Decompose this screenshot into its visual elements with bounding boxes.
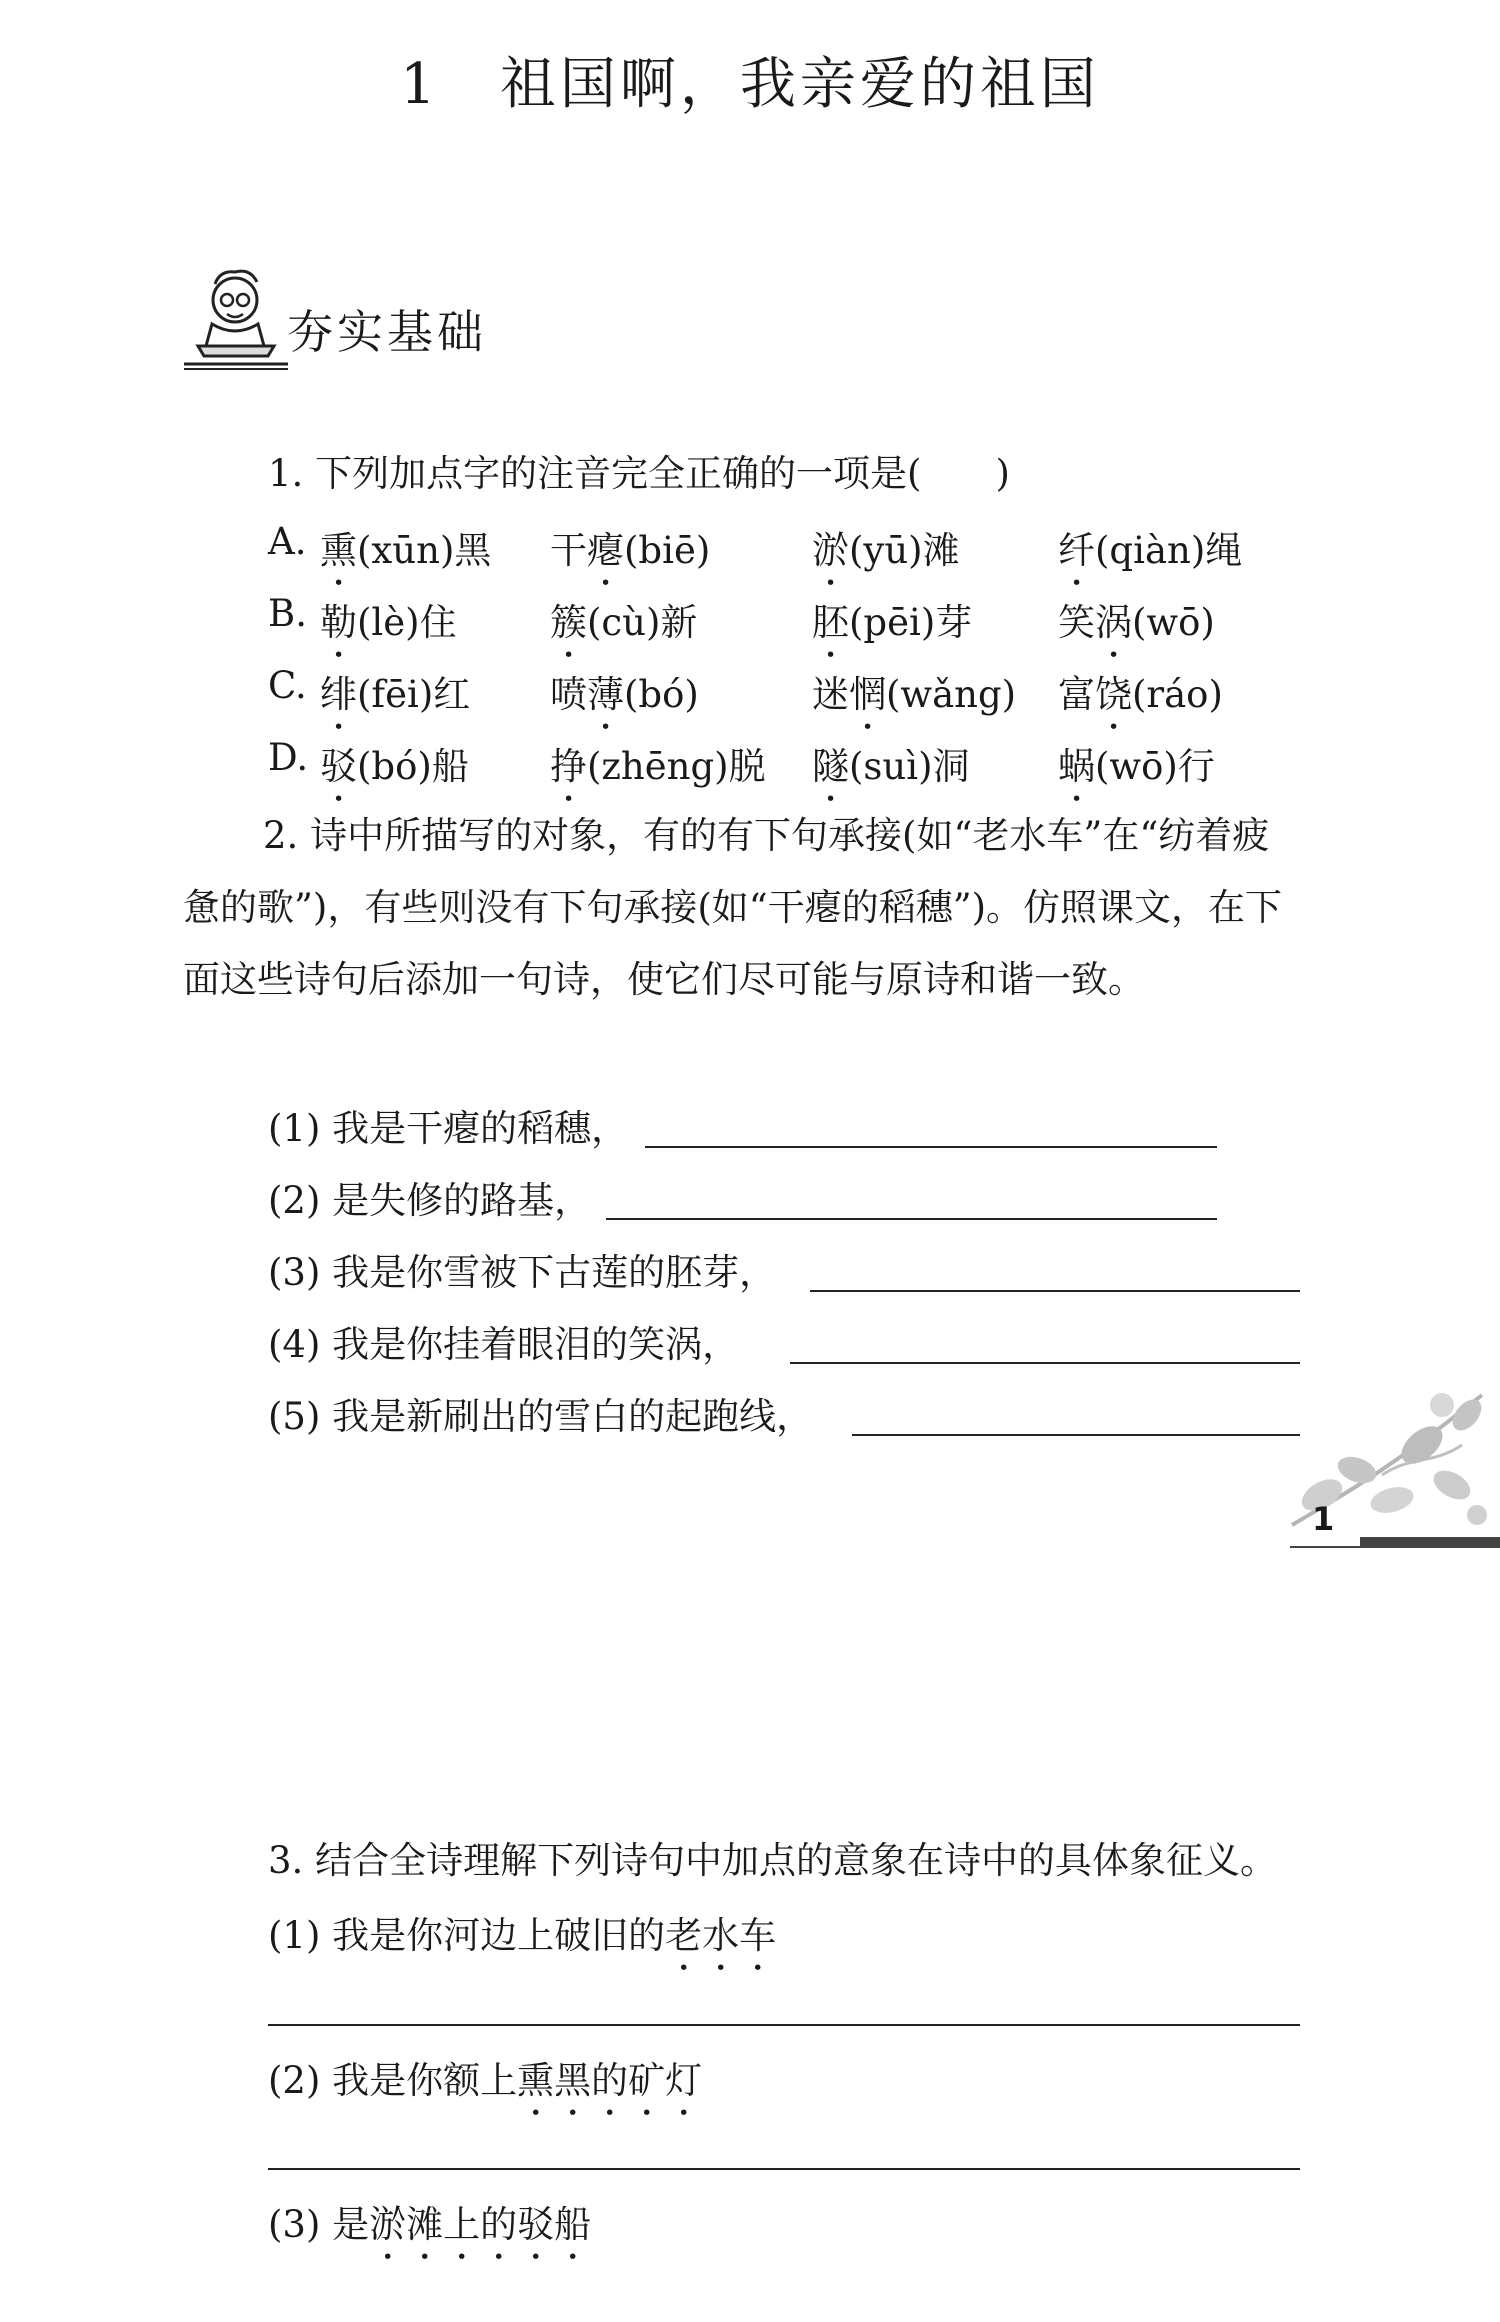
option-item-pinyin: (ráo) [1132,673,1223,716]
option-item-prefix: 迷 [812,673,849,716]
option-item-pinyin: (cù)新 [587,601,698,644]
q3-item-2-text: (2) 我是你额上 [268,2059,518,2102]
option-item-pinyin: (suì)洞 [849,745,970,788]
q2-item-5: (5) 我是新刷出的雪白的起跑线， [268,1395,814,1438]
option-item-dotted-char: 绯 [320,673,357,716]
option-item-pinyin: (pēi)芽 [849,601,973,644]
option-item-dotted-char: 挣 [550,745,587,788]
option-item-dotted-char: 隧 [812,745,849,788]
option-item-pinyin: (biē) [624,529,711,572]
section-label: 夯实基础 [287,305,487,359]
q3-item-2-dotted: 熏黑的矿灯 [517,2059,703,2102]
q3-item-1-text: (1) 我是你河边上破旧的 [268,1914,666,1957]
q1-option-letter[interactable]: C. [268,664,307,707]
q1-option-item [320,736,469,810]
q1-option-item [320,592,457,666]
lesson-title [0,40,1500,120]
option-item-prefix: 干 [550,529,587,572]
q1-option-item [320,520,491,594]
option-item-pinyin: (lè)住 [357,601,457,644]
option-item-dotted-char: 勒 [320,601,357,644]
option-item-dotted-char: 熏 [320,529,357,572]
option-item-dotted-char: 瘪 [587,529,624,572]
q2-answer-line-4[interactable] [790,1362,1300,1364]
q2-item-4: (4) 我是你挂着眼泪的笑涡， [268,1323,740,1366]
q1-option-item [550,592,697,666]
q1-option-letter[interactable]: A. [268,520,307,563]
option-item-prefix: 笑 [1058,601,1095,644]
q2-item-3: (3) 我是你雪被下古莲的胚芽， [268,1251,777,1294]
q1-option-letter[interactable]: D. [268,736,309,779]
option-item-dotted-char: 涡 [1095,601,1132,644]
q1-option-letter[interactable]: B. [268,592,307,635]
lesson-number: 1 [400,52,440,117]
q1-option-item [550,736,766,810]
q1-option-item [812,520,960,594]
q1-option-item [320,664,470,738]
option-item-pinyin: (yū)滩 [849,529,960,572]
q2-answer-line-5[interactable] [852,1434,1300,1436]
q2-answer-line-1[interactable] [645,1146,1217,1148]
q1-option-item [812,592,972,666]
q2-item-1: (1) 我是干瘪的稻穗， [268,1107,629,1150]
page-number-bar [1360,1537,1500,1546]
option-item-pinyin: (xūn)黑 [357,529,492,572]
q3-item-1-dotted: 老水车 [665,1914,777,1957]
option-item-pinyin: (fēi)红 [357,673,471,716]
q1-option-item [812,664,1016,738]
option-item-pinyin: (wō)行 [1095,745,1215,788]
option-item-pinyin: (zhēng)脱 [587,745,766,788]
option-item-pinyin: (wǎng) [886,673,1017,716]
q3-answer-line-2[interactable] [268,2168,1300,2170]
option-item-pinyin: (qiàn)绳 [1095,529,1243,572]
option-item-dotted-char: 纤 [1058,529,1095,572]
q1-option-item [1058,520,1242,594]
option-item-dotted-char: 驳 [320,745,357,788]
q1-option-item [550,664,699,738]
option-item-dotted-char: 惘 [849,673,886,716]
page-number: 1 [1312,1500,1335,1538]
q3-item-1 [268,1905,776,1979]
q1-option-item [1058,664,1223,738]
q1-option-item [550,520,710,594]
q2-answer-line-2[interactable] [606,1218,1217,1220]
q3-item-3-text: (3) 是 [268,2203,370,2246]
q3-item-3 [268,2194,591,2268]
option-item-dotted-char: 薄 [587,673,624,716]
option-item-prefix: 富 [1058,673,1095,716]
option-item-pinyin: (bó)船 [357,745,469,788]
page-number-rule [1290,1546,1500,1548]
q2-item-2: (2) 是失修的路基， [268,1179,592,1222]
q3-item-3-dotted: 淤滩上的驳船 [369,2203,592,2246]
leaf-decoration-icon [1262,1375,1490,1555]
q1-option-item [1058,736,1215,810]
q3-stem: 3. 结合全诗理解下列诗句中加点的意象在诗中的具体象征义。 [268,1839,1278,1882]
q3-answer-line-1[interactable] [268,2024,1300,2026]
option-item-dotted-char: 簇 [550,601,587,644]
q2-answer-line-3[interactable] [810,1290,1300,1292]
option-item-dotted-char: 淤 [812,529,849,572]
option-item-dotted-char: 蜗 [1058,745,1095,788]
option-item-prefix: 喷 [550,673,587,716]
q2-text-content: 2. 诗中所描写的对象，有的有下句承接(如“老水车”在“纺着疲惫的歌”)，有些则没有下句承接(如“干瘪的稻穗”)。仿照课文，在下面这些诗句后添加一句诗，使它们尽可能与原诗和谐一致。 [183,814,1283,1001]
q1-stem: 1. 下列加点字的注音完全正确的一项是( ) [268,452,1010,495]
mascot-reading-icon [180,262,290,372]
q2-text [183,800,1303,1016]
q3-item-2 [268,2050,702,2124]
lesson-title-text: 祖国啊，我亲爱的祖国 [499,52,1100,117]
q1-option-item [1058,592,1215,666]
q1-option-item [812,736,970,810]
option-item-dotted-char: 饶 [1095,673,1132,716]
option-item-dotted-char: 胚 [812,601,849,644]
option-item-pinyin: (bó) [624,673,699,716]
option-item-pinyin: (wō) [1132,601,1215,644]
